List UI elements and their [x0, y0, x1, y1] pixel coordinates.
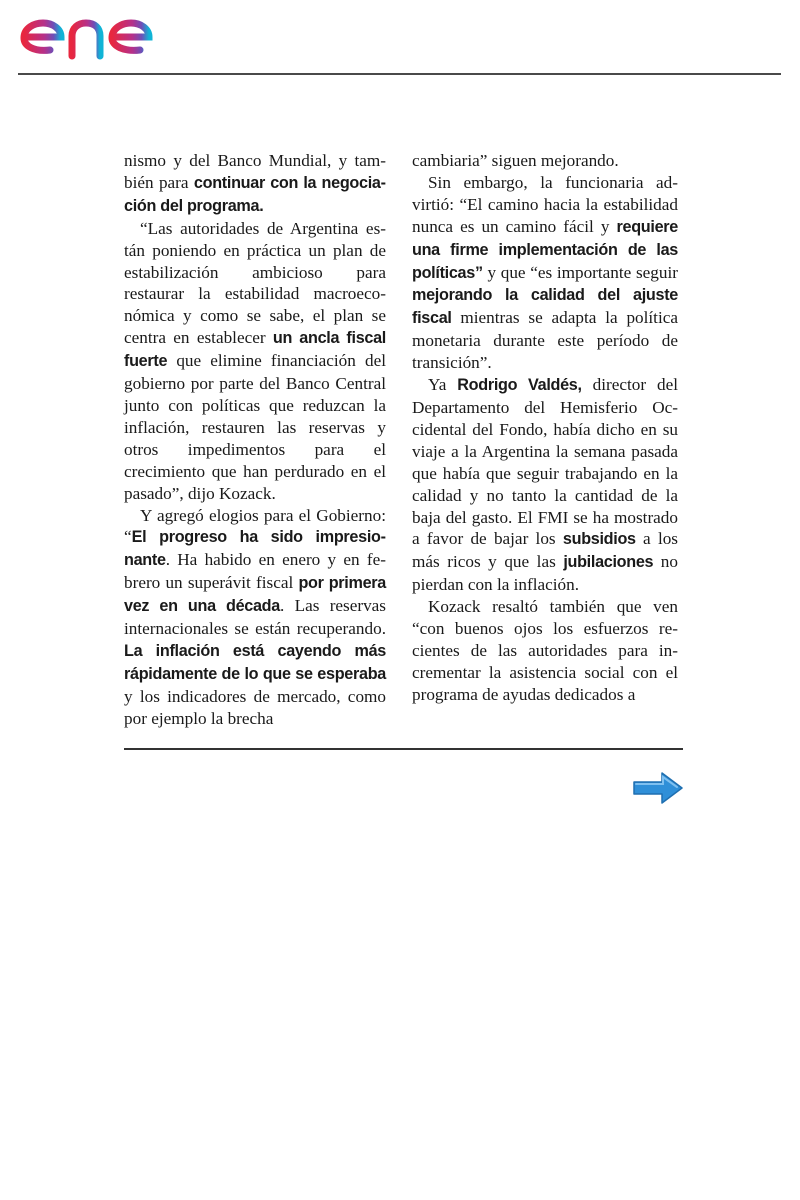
body-text: Y agregó elogios para el Gobierno: “ — [124, 505, 386, 547]
body-text: que elimine financiación del gobierno por parte del Banco Central junto con políticas que reduzcan la inflación, restauren las reservas y otros impedimentos para el crecimiento que han perdurado en el pasado”, dijo Kozack. — [124, 351, 386, 503]
highlighted-text: La inflación está cayendo más rápidamente de lo que se esperaba — [124, 641, 386, 683]
body-text: cambiaria” siguen mejorando. — [412, 151, 619, 170]
body-text: Sin embargo, la funcionaria advirtió: “El camino hacia la estabilidad nunca es un camino fácil y — [412, 172, 678, 236]
body-text: . Ha habido en enero y en febrero un superávit fiscal — [124, 550, 386, 593]
highlighted-text: Rodrigo Valdés, — [457, 376, 582, 395]
article-column-left — [124, 150, 386, 730]
article-paragraph — [124, 505, 386, 730]
highlighted-text: por primera vez en una década — [124, 574, 386, 616]
body-text: no pierdan con la inflación. — [412, 552, 678, 595]
body-text: Kozack resaltó también que ven “con buenos ojos los esfuerzos recientes de las autoridades para incrementar la asistencia social con el programa de ayudas dedicados a — [412, 597, 678, 704]
body-text: y que “es importante seguir — [482, 262, 678, 282]
highlighted-text: subsidios — [562, 530, 636, 549]
body-text: Ya — [428, 375, 458, 395]
enel-logo — [18, 4, 193, 70]
body-text: a los más ricos y que las — [412, 529, 679, 572]
footer-divider — [124, 748, 683, 750]
highlighted-text: El progreso ha sido impresionante — [124, 528, 386, 570]
body-text: y los indicadores de mercado, como por ejemplo la brecha — [124, 686, 386, 728]
article-paragraph — [124, 218, 386, 505]
article-paragraph — [412, 596, 678, 706]
highlighted-text: un ancla fiscal fuerte — [124, 329, 387, 371]
article-paragraph — [412, 172, 678, 374]
highlighted-text: continuar con la negociación del programa. — [124, 173, 386, 215]
article-paragraph — [412, 150, 678, 172]
body-text: “Las autoridades de Argentina están poniendo en práctica un plan de estabilización ambicioso para restaurar la estabilidad macroeconómica y como se sabe, el plan se centra en establecer — [124, 218, 386, 348]
highlighted-text: jubilaciones — [563, 553, 654, 572]
arrow-right-icon[interactable] — [632, 771, 684, 805]
article-paragraph — [124, 150, 386, 218]
article-column-right — [412, 150, 678, 706]
body-text: . Las reservas internacionales se están recuperando. — [124, 596, 386, 639]
highlighted-text: mejorando la calidad del ajuste fiscal — [412, 286, 678, 328]
body-text: director del Departamento del Hemisferio Occidental del Fondo, había dicho en su viaje a la Argentina la semana pasada que había que seguir trabajando en la calidad y no tanto la cantidad de la baja del gasto. El FMI se ha mostrado a favor de bajar los — [412, 375, 678, 549]
article-paragraph — [412, 374, 678, 596]
body-text: nismo y del Banco Mundial, y también para — [124, 151, 386, 192]
header-divider — [18, 73, 781, 75]
body-text: mientras se adapta la política monetaria durante este período de transición”. — [412, 308, 678, 373]
highlighted-text: requiere una firme implementación de las políticas” — [412, 217, 678, 282]
